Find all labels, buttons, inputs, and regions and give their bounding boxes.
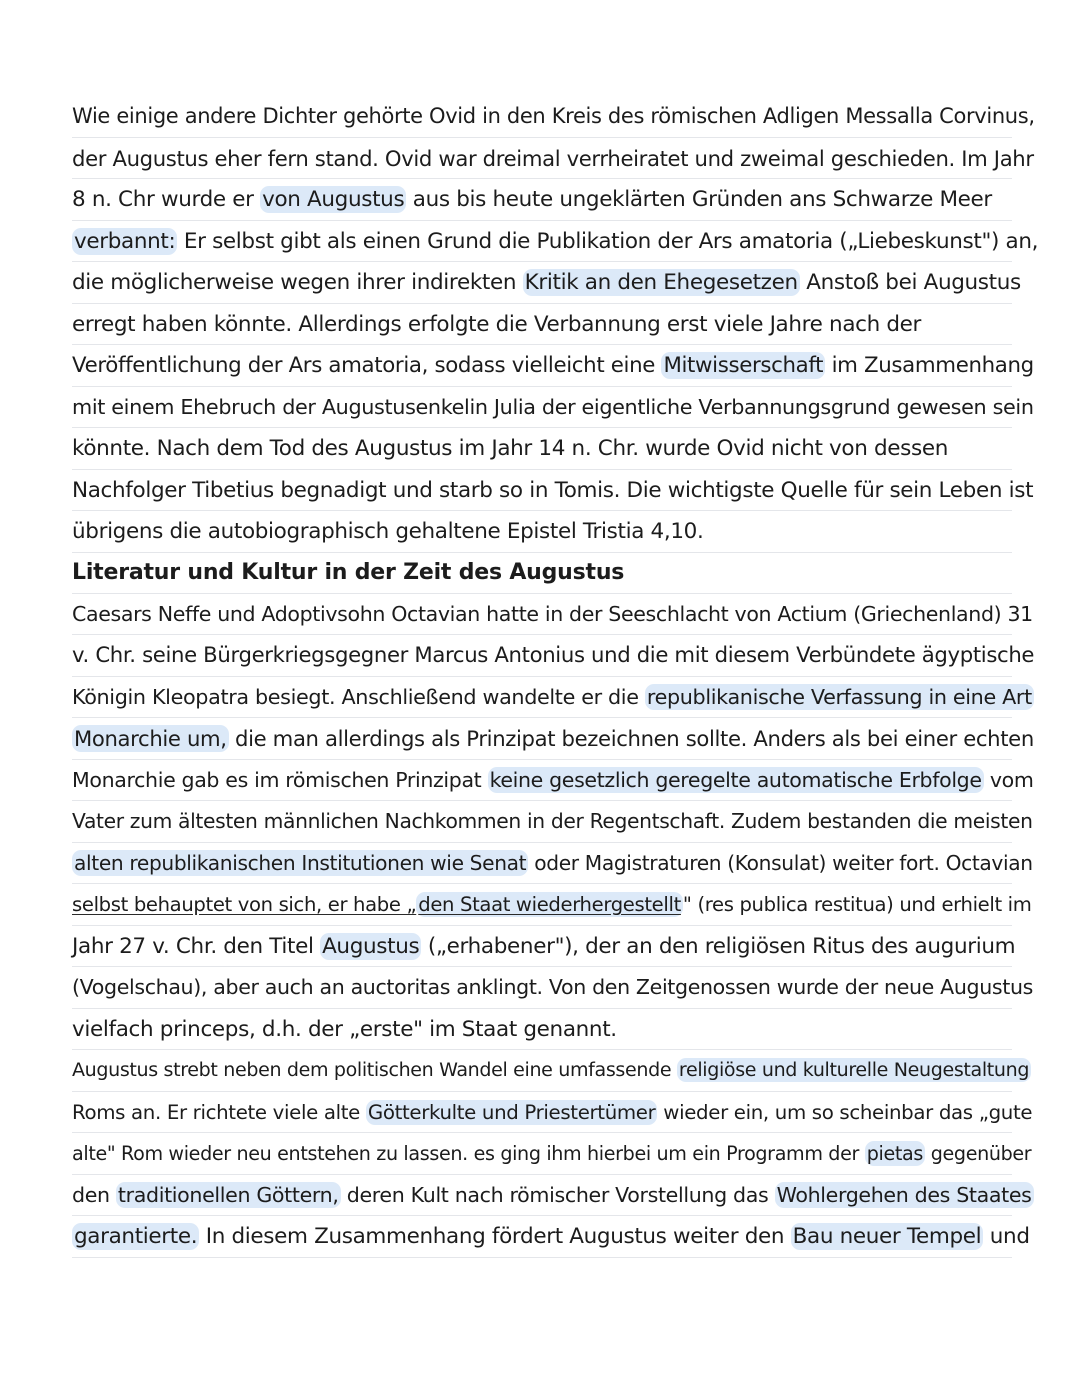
text-line — [72, 138, 1034, 180]
text-segment: und — [983, 1224, 1030, 1249]
text-segment: vom — [983, 767, 1034, 792]
text-segment: übrigens die autobiographisch gehaltene Epistel Tristia 4,10. — [72, 519, 704, 544]
highlighted-text: verbannt: — [74, 228, 176, 254]
text-segment: aus bis heute ungeklärten Gründen ans Schwarze Meer — [406, 187, 992, 212]
text-line — [72, 1216, 1030, 1258]
text-line — [72, 677, 1032, 719]
text-line — [72, 428, 1012, 470]
text-segment: Er selbst gibt als einen Grund die Publikation der Ars amatoria („Liebeskunst") an, — [177, 228, 1039, 254]
text-segment: („erhabener"), der an den religiösen Ritus des augurium — [421, 933, 1016, 959]
text-line — [72, 926, 1016, 968]
highlighted-text: Götterkulte und Priestertümer — [367, 1100, 656, 1124]
text-segment: oder Magistraturen (Konsulat) weiter fort. Octavian — [528, 850, 1033, 875]
text-segment: Roms an. Er richtete viele alte — [72, 1100, 366, 1124]
text-segment: könnte. Nach dem Tod des Augustus im Jahr 14 n. Chr. wurde Ovid nicht von dessen — [72, 436, 949, 461]
text-line — [72, 221, 1039, 263]
text-line — [72, 1009, 1012, 1051]
text-line — [72, 179, 1012, 221]
text-segment: erregt haben könnte. Allerdings erfolgte die Verbannung erst viele Jahre nach der — [72, 311, 922, 337]
text-segment: die man allerdings als Prinzipat bezeichnen sollte. Anders als bei einer echten — [228, 726, 1034, 751]
text-segment: Veröffentlichung der Ars amatoria, sodass vielleicht eine — [72, 353, 662, 378]
text-line — [72, 1050, 1030, 1092]
text-line — [72, 511, 1012, 553]
highlighted-text: alten republikanischen Institutionen wie Senat — [74, 850, 527, 875]
section-literatur-kultur — [72, 552, 1035, 1258]
text-line — [72, 967, 1033, 1009]
text-line — [72, 1092, 1033, 1134]
highlighted-text: traditionellen Göttern, — [117, 1182, 339, 1207]
text-line — [72, 718, 1034, 760]
text-segment: vielfach princeps, d.h. der „erste" im Staat genannt. — [72, 1016, 617, 1042]
text-segment: v. Chr. seine Bürgerkriegsgegner Marcus Antonius und die mit diesem Verbündete ägyptische — [72, 643, 1035, 668]
text-segment: Anstoß bei Augustus — [799, 270, 1021, 295]
text-segment: In diesem Zusammenhang fördert Augustus weiter den — [199, 1224, 791, 1249]
text-line — [72, 801, 1033, 843]
text-segment: 8 n. Chr wurde er — [72, 187, 261, 212]
text-segment: Königin Kleopatra besiegt. Anschließend wandelte er die — [72, 684, 645, 709]
section-ovid — [72, 96, 1039, 553]
text-line — [72, 470, 1034, 512]
highlighted-text: von Augustus — [262, 187, 405, 212]
text-segment: Wie einige andere Dichter gehörte Ovid in den Kreis des römischen Adligen Messalla Corvinus, — [72, 104, 1035, 128]
highlighted-text: Bau neuer Tempel — [792, 1224, 982, 1249]
highlighted-text: Mitwisserschaft — [663, 353, 824, 378]
text-line — [72, 594, 1033, 636]
text-segment: (Vogelschau), aber auch an auctoritas anklingt. Von den Zeitgenossen wurde der neue Augustus — [72, 975, 1033, 999]
text-segment: der Augustus eher fern stand. Ovid war dreimal verrheiratet und zweimal geschieden. Im Jahr — [72, 145, 1034, 171]
text-segment: im Zusammenhang — [825, 353, 1034, 378]
text-segment: wieder ein, um so scheinbar das „gute — [657, 1100, 1033, 1124]
text-segment: Monarchie gab es im römischen Prinzipat — [72, 767, 488, 792]
section-heading: Literatur und Kultur in der Zeit des Augustus — [72, 552, 1012, 594]
text-segment: Augustus strebt neben dem politischen Wandel eine umfassende — [72, 1059, 677, 1081]
text-segment: den — [72, 1182, 116, 1207]
highlighted-text: garantierte. — [74, 1224, 198, 1249]
text-line — [72, 760, 1034, 802]
text-line — [72, 635, 1035, 677]
text-segment: Nachfolger Tibetius begnadigt und starb so in Tomis. Die wichtigste Quelle für sein Leben ist — [72, 477, 1034, 503]
text-segment: alte" Rom wieder neu entstehen zu lassen. es ging ihm hierbei um ein Programm der — [72, 1142, 865, 1165]
text-segment: gegenüber — [925, 1142, 1032, 1165]
text-segment: Jahr 27 v. Chr. den Titel — [72, 933, 321, 959]
text-line — [72, 262, 1021, 304]
text-line — [72, 843, 1033, 885]
highlighted-text: Kritik an den Ehegesetzen — [524, 270, 798, 295]
highlighted-text: pietas — [866, 1142, 923, 1165]
text-line — [72, 884, 1032, 926]
text-segment: Caesars Neffe und Adoptivsohn Octavian hatte in der Seeschlacht von Actium (Griechenland) 31 — [72, 601, 1033, 626]
highlighted-text: keine gesetzlich geregelte automatische Erbfolge — [489, 767, 982, 792]
text-line — [72, 1133, 1032, 1175]
text-segment: die möglicherweise wegen ihrer indirekten — [72, 270, 523, 295]
text-segment: deren Kult nach römischer Vorstellung das — [340, 1182, 775, 1207]
highlighted-text: republikanische Verfassung in eine Art — [646, 684, 1032, 709]
text-segment: Vater zum ältesten männlichen Nachkommen in der Regentschaft. Zudem bestanden die meisten — [72, 809, 1033, 833]
highlighted-text: Augustus — [322, 933, 420, 959]
text-line — [72, 1175, 1032, 1217]
highlighted-text: den Staat wiederhergestellt — [418, 893, 681, 916]
highlighted-text: Wohlergehen des Staates — [776, 1182, 1032, 1207]
highlighted-text: religiöse und kulturelle Neugestaltung — [678, 1059, 1030, 1081]
text-line — [72, 304, 1012, 346]
text-line — [72, 345, 1034, 387]
text-segment: " (res publica restitua) und erhielt im — [682, 893, 1032, 916]
text-line — [72, 387, 1034, 429]
text-line — [72, 96, 1035, 138]
text-segment: selbst behauptet von sich, er habe „ — [72, 893, 417, 916]
text-segment: mit einem Ehebruch der Augustusenkelin Julia der eigentliche Verbannungsgrund gewesen sein — [72, 394, 1034, 419]
highlighted-text: Monarchie um, — [74, 726, 227, 751]
